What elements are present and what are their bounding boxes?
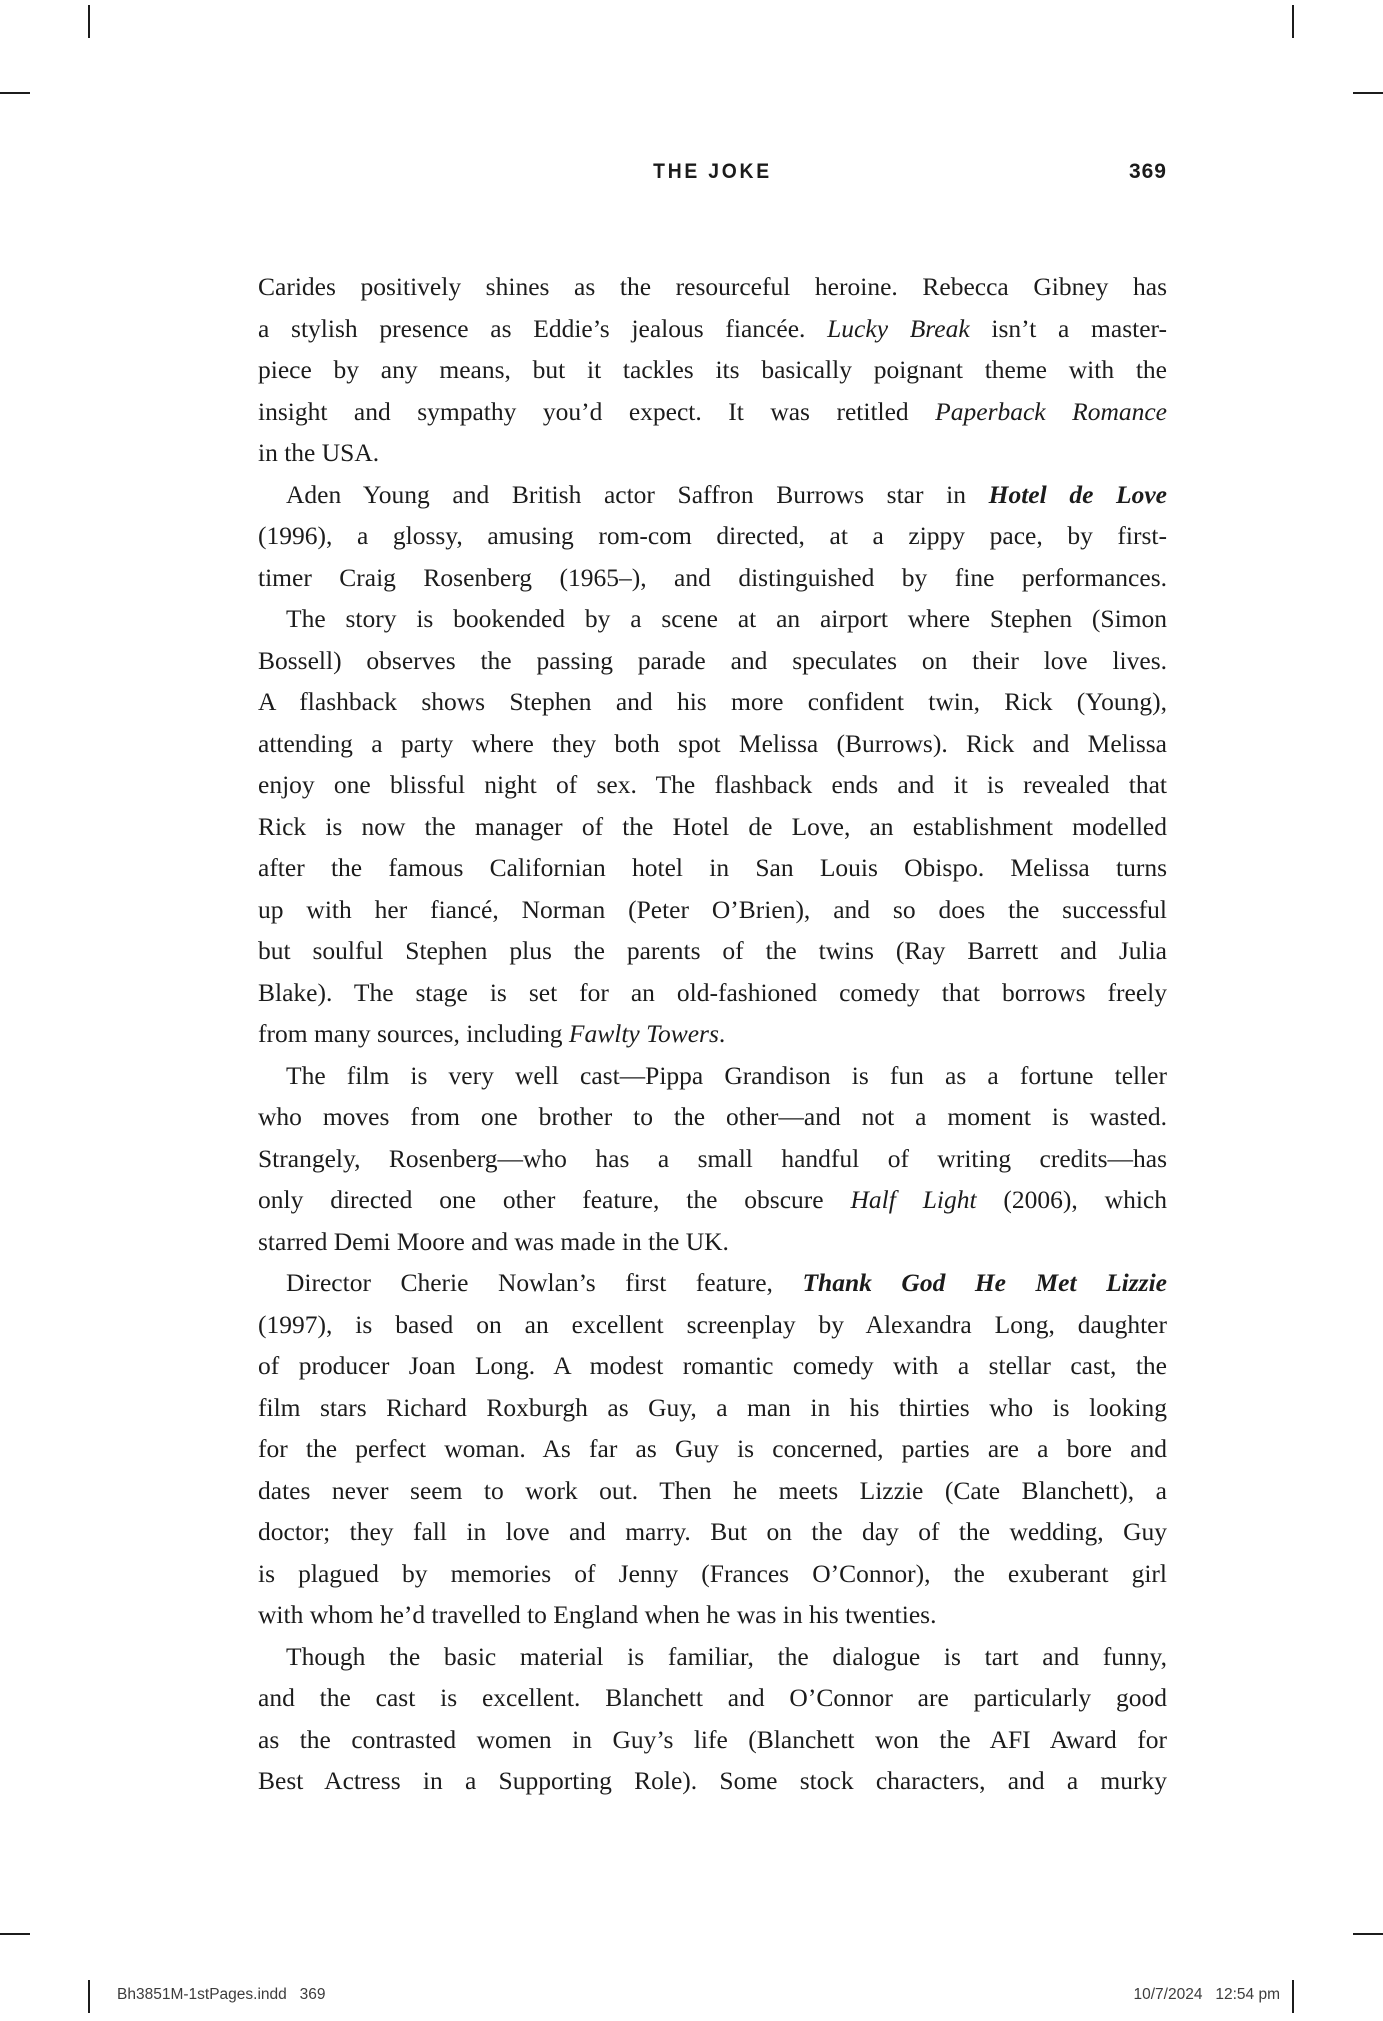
crop-mark-bottom-left-horizontal xyxy=(0,1933,30,1935)
body-line xyxy=(258,972,1167,1014)
body-text: is plagued by memories of Jenny (Frances O’Connor), the exuberant girl xyxy=(258,1558,1167,1588)
body-text: dates never seem to work out. Then he meets Lizzie (Cate Blanchett), a xyxy=(258,1475,1167,1505)
body-line xyxy=(258,640,1167,682)
body-line xyxy=(258,806,1167,848)
crop-mark-top-right-vertical xyxy=(1292,5,1294,38)
body-text: (1997), is based on an excellent screenplay by Alexandra Long, daughter xyxy=(258,1309,1167,1339)
body-line xyxy=(258,1055,1167,1097)
crop-mark-bottom-right-horizontal xyxy=(1353,1933,1383,1935)
body-text: Blake). The stage is set for an old-fashioned comedy that borrows freely xyxy=(258,977,1167,1007)
crop-mark-bottom-right-vertical xyxy=(1292,1980,1294,2013)
body-line xyxy=(258,1511,1167,1553)
body-line xyxy=(258,1138,1167,1180)
body-line xyxy=(258,1677,1167,1719)
body-text: Though the basic material is familiar, the dialogue is tart and funny, xyxy=(286,1641,1167,1671)
body-text: Aden Young and British actor Saffron Burrows star in xyxy=(286,479,989,509)
body-text: enjoy one blissful night of sex. The flashback ends and it is revealed that xyxy=(258,770,1167,799)
body-line xyxy=(258,723,1167,765)
crop-mark-top-left-horizontal xyxy=(0,92,30,94)
body-text: (1996), a glossy, amusing rom-com directed, at a zippy pace, by first- xyxy=(258,521,1167,550)
body-text: Director Cherie Nowlan’s first feature, xyxy=(286,1268,803,1297)
body-line xyxy=(258,1594,1167,1636)
body-text: film stars Richard Roxburgh as Guy, a man in his thirties who is looking xyxy=(258,1392,1167,1422)
title-text: Hotel de Love xyxy=(988,479,1167,509)
body-line xyxy=(258,515,1167,557)
page-number: 369 xyxy=(1128,160,1167,183)
body-line xyxy=(258,1636,1167,1678)
body-line xyxy=(258,1387,1167,1429)
body-text: insight and sympathy you’d expect. It was retitled xyxy=(258,396,936,426)
body-text: The story is bookended by a scene at an airport where Stephen (Simon xyxy=(286,604,1167,633)
crop-mark-bottom-left-vertical xyxy=(88,1980,90,2013)
slug-timestamp: 10/7/2024 12:54 pm xyxy=(1133,1986,1280,2003)
body-text: Strangely, Rosenberg—who has a small handful of writing credits—has xyxy=(258,1143,1167,1173)
crop-mark-top-left-vertical xyxy=(88,5,90,38)
body-line xyxy=(258,889,1167,931)
slug-filename: Bh3851M-1stPages.indd 369 xyxy=(117,1986,326,2003)
body-line xyxy=(258,1179,1167,1221)
body-text: . xyxy=(718,1019,726,1048)
body-line xyxy=(258,1719,1167,1761)
body-text: (2006), which xyxy=(976,1185,1167,1214)
body-line xyxy=(258,1262,1167,1304)
body-text: with whom he’d travelled to England when he was in his twenties. xyxy=(258,1600,937,1629)
body-line xyxy=(258,308,1167,350)
body-text: who moves from one brother to the other—and not a moment is wasted. xyxy=(258,1102,1167,1131)
body-text: The film is very well cast—Pippa Grandison is fun as a fortune teller xyxy=(286,1060,1167,1090)
body-line xyxy=(258,474,1167,516)
title-text: Lucky Break xyxy=(827,313,970,343)
body-line xyxy=(258,391,1167,433)
body-text: after the famous Californian hotel in San Louis Obispo. Melissa turns xyxy=(258,853,1167,882)
body-line xyxy=(258,1096,1167,1138)
body-text: and the cast is excellent. Blanchett and O’Connor are particularly good xyxy=(258,1683,1167,1712)
body-text: Best Actress in a Supporting Role). Some stock characters, and a murky xyxy=(258,1766,1167,1795)
body-text: only directed one other feature, the obscure xyxy=(258,1185,851,1214)
body-line xyxy=(258,1760,1167,1802)
body-text: Bossell) observes the passing parade and speculates on their love lives. xyxy=(258,645,1167,675)
body-text: A flashback shows Stephen and his more confident twin, Rick (Young), xyxy=(258,687,1167,716)
body-text: doctor; they fall in love and marry. But on the day of the wedding, Guy xyxy=(258,1517,1167,1546)
body-line xyxy=(258,432,1167,474)
body-line xyxy=(258,1221,1167,1263)
body-line xyxy=(258,681,1167,723)
page-header xyxy=(258,160,1167,190)
crop-mark-top-right-horizontal xyxy=(1353,92,1383,94)
body-text: for the perfect woman. As far as Guy is concerned, parties are a bore and xyxy=(258,1434,1167,1463)
title-text: Thank God He Met Lizzie xyxy=(802,1268,1167,1297)
body-text: from many sources, including xyxy=(258,1019,569,1048)
body-text: a stylish presence as Eddie’s jealous fiancée. xyxy=(258,313,828,343)
body-line xyxy=(258,930,1167,972)
running-head: THE JOKE xyxy=(653,160,772,183)
body-text: in the USA. xyxy=(258,438,380,467)
body-text: as the contrasted women in Guy’s life (Blanchett won the AFI Award for xyxy=(258,1724,1167,1754)
body-line xyxy=(258,847,1167,889)
page-body xyxy=(258,266,1167,1802)
body-text: piece by any means, but it tackles its basically poignant theme with the xyxy=(258,355,1167,384)
body-text: timer Craig Rosenberg (1965–), and distinguished by fine performances. xyxy=(258,562,1167,592)
body-line xyxy=(258,266,1167,308)
title-text: Half Light xyxy=(850,1185,977,1214)
body-line xyxy=(258,1013,1167,1055)
body-text: of producer Joan Long. A modest romantic comedy with a stellar cast, the xyxy=(258,1351,1167,1380)
body-line xyxy=(258,349,1167,391)
body-line xyxy=(258,1470,1167,1512)
body-text: up with her fiancé, Norman (Peter O’Brien), and so does the successful xyxy=(258,894,1167,924)
body-line xyxy=(258,1553,1167,1595)
body-line xyxy=(258,1345,1167,1387)
title-text: Paperback Romance xyxy=(935,396,1167,426)
body-line xyxy=(258,557,1167,599)
body-text: isn’t a master- xyxy=(969,313,1167,343)
body-text: attending a party where they both spot Melissa (Burrows). Rick and Melissa xyxy=(258,728,1167,758)
body-line xyxy=(258,1428,1167,1470)
body-text: but soulful Stephen plus the parents of the twins (Ray Barrett and Julia xyxy=(258,936,1167,965)
body-text: starred Demi Moore and was made in the UK. xyxy=(258,1226,729,1256)
body-text: Carides positively shines as the resourceful heroine. Rebecca Gibney has xyxy=(258,272,1167,301)
body-line xyxy=(258,598,1167,640)
title-text: Fawlty Towers xyxy=(568,1019,719,1048)
body-line xyxy=(258,764,1167,806)
body-line xyxy=(258,1304,1167,1346)
body-text: Rick is now the manager of the Hotel de Love, an establishment modelled xyxy=(258,811,1167,841)
